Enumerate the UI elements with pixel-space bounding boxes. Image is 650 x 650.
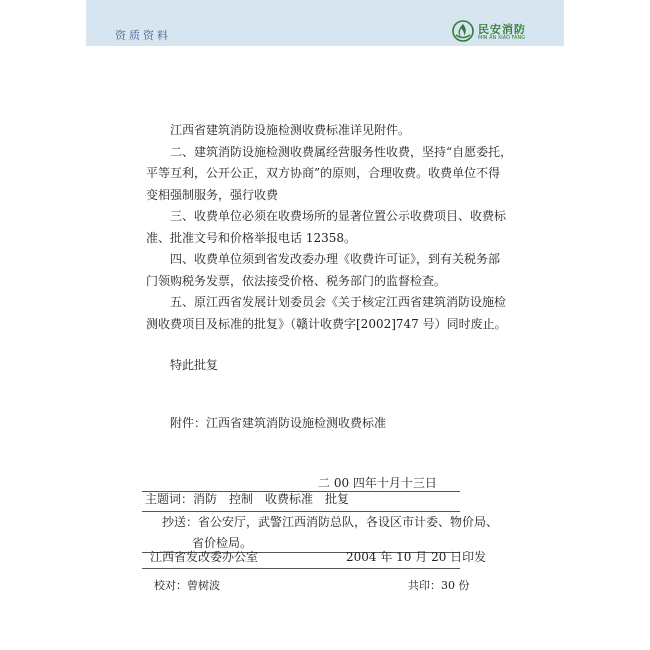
- body-line-6: 准、批准文号和价格举报电话 12358。: [146, 231, 356, 245]
- company-logo: [452, 20, 562, 44]
- body-line-2: 二、建筑消防设施检测收费属经营服务性收费，坚持“自愿委托，: [170, 145, 513, 159]
- issuer-office: 江西省发改委办公室: [150, 550, 259, 564]
- document-date: 二 00 四年十月十三日: [318, 476, 437, 490]
- body-line-3: 平等互利，公开公正，双方协商”的原则，合理收费。收费单位不得: [146, 166, 501, 180]
- fire-logo-icon: [452, 20, 474, 42]
- footer-rule-issuer: [142, 568, 460, 569]
- body-line-5: 三、收费单位必须在收费场所的显著位置公示收费项目、收费标: [170, 209, 507, 223]
- body-line-7: 四、收费单位须到省发改委办理《收费许可证》，到有关税务部: [170, 252, 501, 266]
- body-line-10: 测收费项目及标准的批复》（赣计收费字[2002]747 号）同时废止。: [146, 317, 507, 331]
- logo-en-text: MIN AN XIAO FANG: [478, 35, 526, 41]
- subject-words: 主题词：消防 控制 收费标准 批复: [145, 492, 350, 506]
- approval-text: 特此批复: [170, 358, 219, 372]
- body-line-4: 变相强制服务，强行收费: [146, 188, 279, 202]
- attachment-text: 附件：江西省建筑消防设施检测收费标准: [170, 416, 387, 430]
- print-date: 2004 年 10 月 20 日印发: [346, 550, 487, 564]
- logo-cn-text: 民安消防: [478, 23, 526, 36]
- body-line-9: 五、原江西省发展计划委员会《关于核定江西省建筑消防设施检: [170, 295, 507, 309]
- copy-count: 共印：30 份: [408, 579, 470, 592]
- body-line-8: 门领购税务发票，依法接受价格、税务部门的监督检查。: [146, 274, 447, 288]
- cc-line-2: 省价检局。: [192, 536, 253, 550]
- proofreader: 校对：曾树波: [154, 579, 220, 592]
- body-line-1: 江西省建筑消防设施检测收费标准详见附件。: [170, 123, 411, 137]
- cc-line-1: 抄送：省公安厅，武警江西消防总队，各设区市计委、物价局、: [162, 515, 499, 529]
- header-title: 资质资料: [115, 29, 171, 42]
